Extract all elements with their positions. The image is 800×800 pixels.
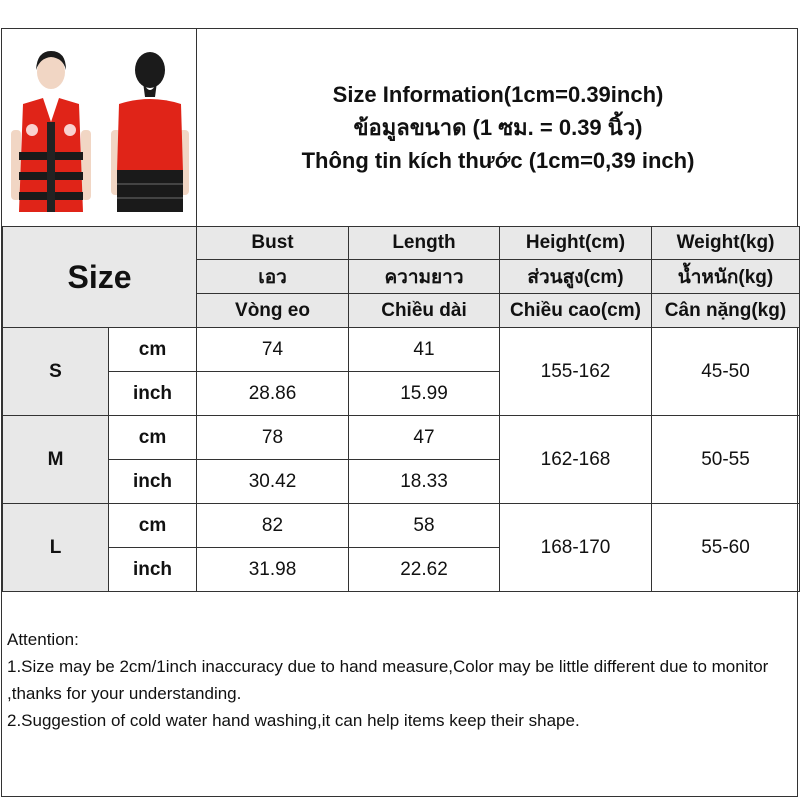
size-chart-frame <box>1 28 798 797</box>
col-bust-en: Bust <box>197 227 349 260</box>
table-row <box>3 328 800 372</box>
life-vest-model-illustration <box>3 42 196 224</box>
front-view-model <box>11 51 91 212</box>
title-area <box>197 29 799 226</box>
unit-inch: inch <box>109 460 197 504</box>
height-m: 162-168 <box>500 416 652 504</box>
col-weight-vi: Cân nặng(kg) <box>652 294 800 328</box>
height-l: 168-170 <box>500 504 652 592</box>
header-row-english <box>3 227 800 260</box>
col-height-en: Height(cm) <box>500 227 652 260</box>
size-table <box>2 226 800 592</box>
weight-l: 55-60 <box>652 504 800 592</box>
length-cm-m: 47 <box>349 416 500 460</box>
col-bust-th: เอว <box>197 260 349 294</box>
size-column-header: Size <box>3 227 197 328</box>
bust-cm-s: 74 <box>197 328 349 372</box>
bust-inch-s: 28.86 <box>197 372 349 416</box>
unit-inch: inch <box>109 548 197 592</box>
col-length-th: ความยาว <box>349 260 500 294</box>
unit-cm: cm <box>109 416 197 460</box>
table-row <box>3 504 800 548</box>
attention-item-1: 1.Size may be 2cm/1inch inaccuracy due to hand measure,Color may be little different due to monitor ,thanks for your understanding. <box>7 657 769 703</box>
col-weight-th: น้ำหนัก(kg) <box>652 260 800 294</box>
attention-heading: Attention: <box>7 630 79 649</box>
title-thai: ข้อมูลขนาด (1 ซม. = 0.39 นิ้ว) <box>353 115 643 140</box>
title-vietnamese: Thông tin kích thước (1cm=0,39 inch) <box>301 148 695 173</box>
attention-notes <box>2 622 799 738</box>
weight-s: 45-50 <box>652 328 800 416</box>
size-label-l: L <box>3 504 109 592</box>
attention-item-2: 2.Suggestion of cold water hand washing,it can help items keep their shape. <box>7 711 580 730</box>
col-bust-vi: Vòng eo <box>197 294 349 328</box>
length-inch-l: 22.62 <box>349 548 500 592</box>
title-english: Size Information(1cm=0.39inch) <box>332 82 664 107</box>
bust-inch-l: 31.98 <box>197 548 349 592</box>
size-label-s: S <box>3 328 109 416</box>
height-s: 155-162 <box>500 328 652 416</box>
length-inch-s: 15.99 <box>349 372 500 416</box>
table-row <box>3 416 800 460</box>
unit-cm: cm <box>109 328 197 372</box>
size-label-m: M <box>3 416 109 504</box>
length-cm-s: 41 <box>349 328 500 372</box>
chart-header <box>2 29 799 226</box>
product-photo <box>3 42 196 224</box>
col-length-vi: Chiều dài <box>349 294 500 328</box>
back-view-model <box>111 52 189 212</box>
bust-cm-l: 82 <box>197 504 349 548</box>
col-height-th: ส่วนสูง(cm) <box>500 260 652 294</box>
length-inch-m: 18.33 <box>349 460 500 504</box>
unit-inch: inch <box>109 372 197 416</box>
bust-cm-m: 78 <box>197 416 349 460</box>
col-weight-en: Weight(kg) <box>652 227 800 260</box>
unit-cm: cm <box>109 504 197 548</box>
col-height-vi: Chiều cao(cm) <box>500 294 652 328</box>
col-length-en: Length <box>349 227 500 260</box>
weight-m: 50-55 <box>652 416 800 504</box>
bust-inch-m: 30.42 <box>197 460 349 504</box>
length-cm-l: 58 <box>349 504 500 548</box>
